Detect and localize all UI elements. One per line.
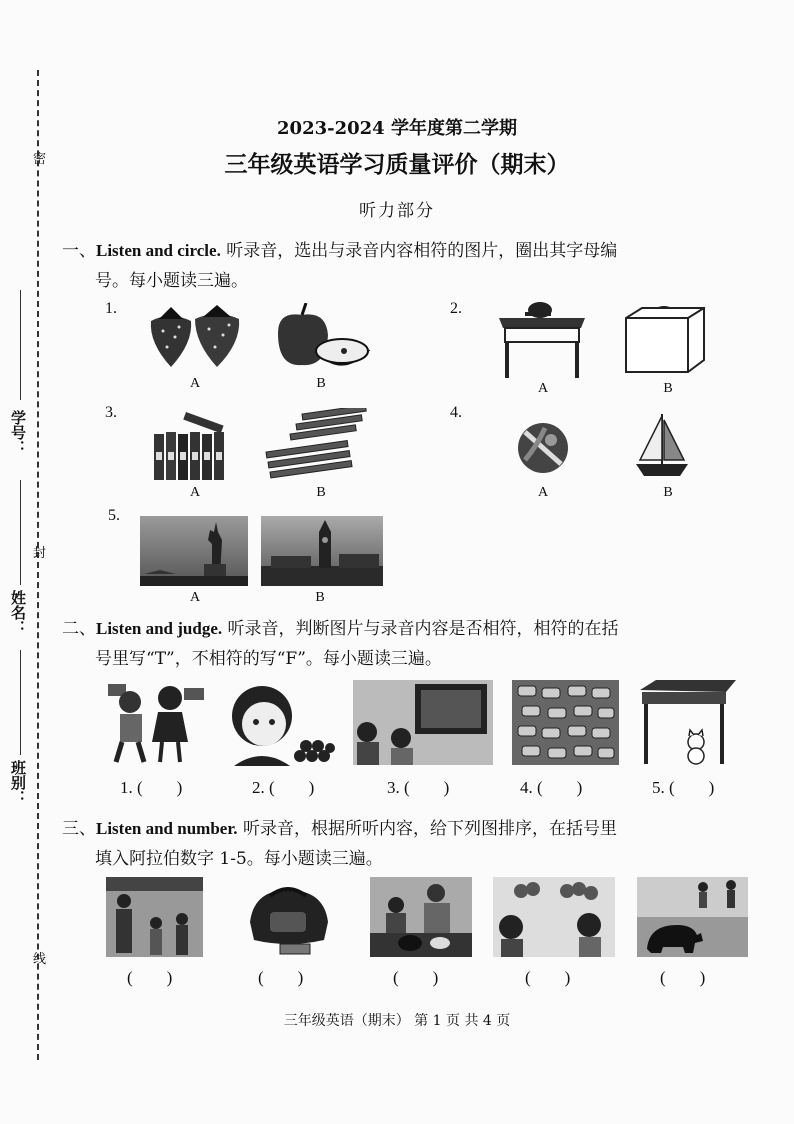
class-label: 班别：	[9, 760, 27, 805]
s3-answer-blank-3[interactable]: ( )	[393, 968, 439, 987]
section1-heading-line2: 号。每小题读三遍。	[95, 271, 248, 291]
s1-item2-number: 2.	[450, 300, 462, 317]
s3-answer-blank-1[interactable]: ( )	[127, 968, 173, 987]
markers-icon[interactable]	[262, 408, 372, 480]
s1-item5-number: 5.	[108, 507, 120, 524]
ball-icon[interactable]	[515, 420, 571, 476]
apples-icon[interactable]	[272, 303, 374, 375]
s1-item4-number: 4.	[450, 404, 462, 421]
toy-cars-picture[interactable]	[512, 680, 619, 765]
section3-heading-line2: 填入阿拉伯数字 1-5。每小题读三遍。	[95, 849, 383, 869]
s1-item1-label-b: B	[316, 376, 326, 391]
crayons-icon[interactable]	[150, 408, 234, 484]
family-in-shop-picture[interactable]	[106, 877, 203, 957]
seal-char-xian: 线	[33, 952, 47, 967]
strawberries-icon[interactable]	[145, 303, 245, 371]
student-number-line	[20, 290, 21, 400]
s1-item1-number: 1.	[105, 300, 117, 317]
year-term-title: 2023-2024 学年度第二学期	[277, 118, 517, 139]
s2-answer-blank-5[interactable]: 5. ( )	[652, 778, 715, 797]
schoolbag-picture[interactable]	[240, 882, 336, 960]
man-cutting-fruit-picture[interactable]	[370, 877, 472, 957]
s1-item2-label-b: B	[663, 381, 673, 396]
s1-item5-label-a: A	[189, 590, 201, 605]
boat-icon[interactable]	[632, 410, 692, 480]
s1-item1-label-a: A	[189, 376, 201, 391]
section1-heading: 一、Listen and circle. 听录音，选出与录音内容相符的图片，圈出其字母编	[62, 241, 618, 261]
s1-item5-label-b: B	[315, 590, 325, 605]
s2-answer-blank-1[interactable]: 1. ( )	[120, 778, 183, 797]
part-title: 听力部分	[359, 201, 435, 221]
statue-of-liberty-photo[interactable]	[140, 516, 248, 586]
s1-item4-label-a: A	[537, 485, 549, 500]
section3-heading: 三、Listen and number. 听录音，根据所听内容，给下列图排序，在括号里	[62, 819, 617, 839]
kids-watching-tv-picture[interactable]	[353, 680, 493, 765]
big-ben-photo[interactable]	[261, 516, 383, 586]
student-name-line	[20, 480, 21, 585]
s3-answer-blank-4[interactable]: ( )	[525, 968, 571, 987]
page-footer: 三年级英语（期末） 第 1 页 共 4 页	[283, 1013, 511, 1029]
s1-item3-label-a: A	[189, 485, 201, 500]
s1-item3-label-b: B	[316, 485, 326, 500]
s3-answer-blank-2[interactable]: ( )	[258, 968, 304, 987]
s2-answer-blank-4[interactable]: 4. ( )	[520, 778, 583, 797]
seal-char-feng: 封	[33, 546, 47, 561]
boy-with-grapes-picture[interactable]	[224, 682, 338, 766]
s1-item4-label-b: B	[663, 485, 673, 500]
s3-answer-blank-5[interactable]: ( )	[660, 968, 706, 987]
cap-on-desk-icon[interactable]	[495, 300, 590, 380]
kids-with-apples-picture[interactable]	[493, 877, 615, 957]
seal-char-mi: 密	[33, 152, 47, 167]
bear-at-zoo-picture[interactable]	[637, 877, 748, 957]
section2-heading: 二、Listen and judge. 听录音，判断图片与录音内容是否相符，相符的在括	[62, 619, 619, 639]
cap-on-box-icon[interactable]	[622, 300, 708, 376]
kids-with-flags-picture[interactable]	[100, 680, 210, 766]
s1-item2-label-a: A	[537, 381, 549, 396]
exam-title: 三年级英语学习质量评价（期末）	[224, 151, 570, 178]
cat-under-desk-picture[interactable]	[636, 676, 740, 766]
section2-heading-line2: 号里写“T”，不相符的写“F”。每小题读三遍。	[95, 649, 442, 669]
student-number-label: 学号：	[9, 410, 27, 455]
s1-item3-number: 3.	[105, 404, 117, 421]
class-line	[20, 650, 21, 755]
s2-answer-blank-2[interactable]: 2. ( )	[252, 778, 315, 797]
student-name-label: 姓名：	[9, 590, 27, 635]
s2-answer-blank-3[interactable]: 3. ( )	[387, 778, 450, 797]
